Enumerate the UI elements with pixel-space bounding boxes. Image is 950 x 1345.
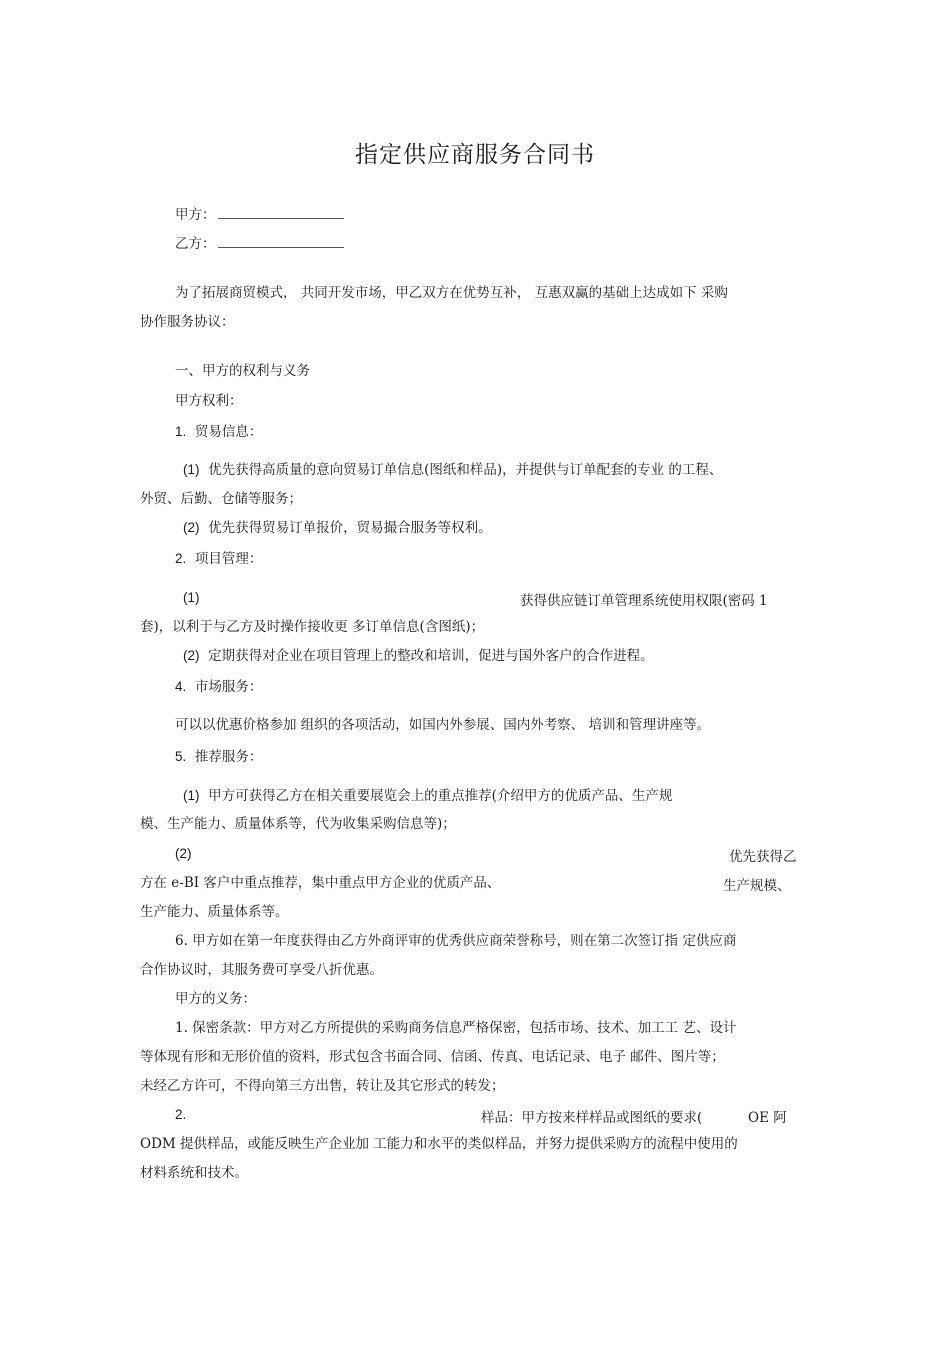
item-1-2-text: 优先获得贸易订单报价，贸易撮合服务等权利。 [208, 520, 492, 536]
intro-line-2: 协作服务协议： [140, 314, 235, 330]
duty-1-text: 1. 保密条款：甲方对乙方所提供的采购商务信息严格保密，包括市场、技术、加工工 艺、设计 [175, 1020, 737, 1036]
duty-2-continued-2: 材料系统和技术。 [140, 1165, 248, 1181]
document-title: 指定供应商服务合同书 [355, 142, 595, 168]
item-5-2-continued-a: 方在 e-BI 客户中重点推荐，集中重点甲方企业的优质产品、 [140, 875, 501, 891]
party-b-blank [218, 234, 344, 248]
party-b-line [175, 234, 344, 253]
item-2-label: 项目管理： [194, 551, 263, 567]
item-1-2-number: (2) [183, 520, 200, 535]
item-4-label: 市场服务： [194, 679, 263, 695]
item-5-2-text: 优先获得乙 [729, 849, 797, 865]
item-1-number: 1. [175, 424, 187, 439]
item-5-1-text: 甲方可获得乙方在相关重要展览会上的重点推荐(介绍甲方的优质产品、生产规 [208, 788, 673, 804]
item-6-text: 6. 甲方如在第一年度获得由乙方外商评审的优秀供应商荣誉称号，则在第二次签订指 定供应商 [175, 933, 737, 949]
item-6-continued: 合作协议时，其服务费可享受八折优惠。 [140, 962, 383, 978]
item-2-2-text: 定期获得对企业在项目管理上的整改和培训，促进与国外客户的合作进程。 [208, 648, 654, 664]
item-1-1-number: (1) [183, 462, 200, 477]
item-5-1 [183, 787, 672, 805]
item-5-2-number: (2) [175, 846, 192, 861]
item-1-label: 贸易信息： [194, 424, 263, 440]
item-5-number: 5. [175, 749, 187, 764]
item-2-1-number: (1) [183, 590, 200, 605]
item-1-2 [183, 519, 492, 537]
item-2-1-continued: 套)，以利于与乙方及时操作接收更 多订单信息(含图纸)； [140, 619, 485, 635]
item-1-1-text: 优先获得高质量的意向贸易订单信息(图纸和样品)，并提供与订单配套的专业 的工程、 [208, 462, 723, 478]
item-2-number: 2. [175, 551, 187, 566]
section-heading: 一、甲方的权利与义务 [175, 363, 310, 379]
item-4-text: 可以以优惠价格参加 组织的各项活动，如国内外参展、国内外考察、 培训和管理讲座等。 [175, 717, 711, 733]
party-b-label: 乙方： [175, 236, 216, 252]
item-5-1-continued: 模、生产能力、质量体系等，代为收集采购信息等)； [140, 816, 456, 832]
duty-2-continued-1: ODM 提供样品，或能反映生产企业加 工能力和水平的类似样品，并努力提供采购方的流程中使用的 [140, 1136, 738, 1152]
party-a-line [175, 205, 344, 224]
item-1-1-continued: 外贸、后勤、仓储等服务； [140, 491, 302, 507]
duty-2-text: 样品：甲方按来样样品或图纸的要求( [481, 1110, 703, 1126]
item-2-2-number: (2) [183, 648, 200, 663]
duty-1-continued-2: 未经乙方许可，不得向第三方出售，转让及其它形式的转发； [140, 1078, 505, 1094]
item-1-heading [175, 423, 262, 441]
item-5-heading [175, 748, 262, 766]
item-5-2-continued-2: 生产能力、质量体系等。 [140, 904, 289, 920]
item-2-heading [175, 550, 262, 568]
duty-2-oe: OE 阿 [748, 1110, 787, 1126]
item-5-label: 推荐服务： [194, 749, 263, 765]
party-a-blank [218, 205, 344, 219]
item-4-heading [175, 678, 262, 696]
item-5-2-continued-b: 生产规模、 [723, 878, 791, 894]
party-a-label: 甲方： [175, 207, 216, 223]
rights-heading: 甲方权利： [175, 393, 243, 409]
intro-line-1: 为了拓展商贸模式， 共同开发市场，甲乙双方在优势互补， 互惠双赢的基础上达成如下 采购 [175, 285, 728, 301]
duty-2-number: 2. [175, 1107, 187, 1122]
item-4-number: 4. [175, 679, 187, 694]
duty-1-continued-1: 等体现有形和无形价值的资料，形式包含书面合同、信函、传真、电话记录、电子 邮件、图片等； [140, 1049, 725, 1065]
item-1-1 [183, 461, 722, 479]
item-2-2 [183, 647, 654, 665]
item-5-1-number: (1) [183, 788, 200, 803]
item-2-1-text: 获得供应链订单管理系统使用权限(密码 1 [520, 593, 768, 609]
duties-heading: 甲方的义务： [175, 991, 256, 1007]
